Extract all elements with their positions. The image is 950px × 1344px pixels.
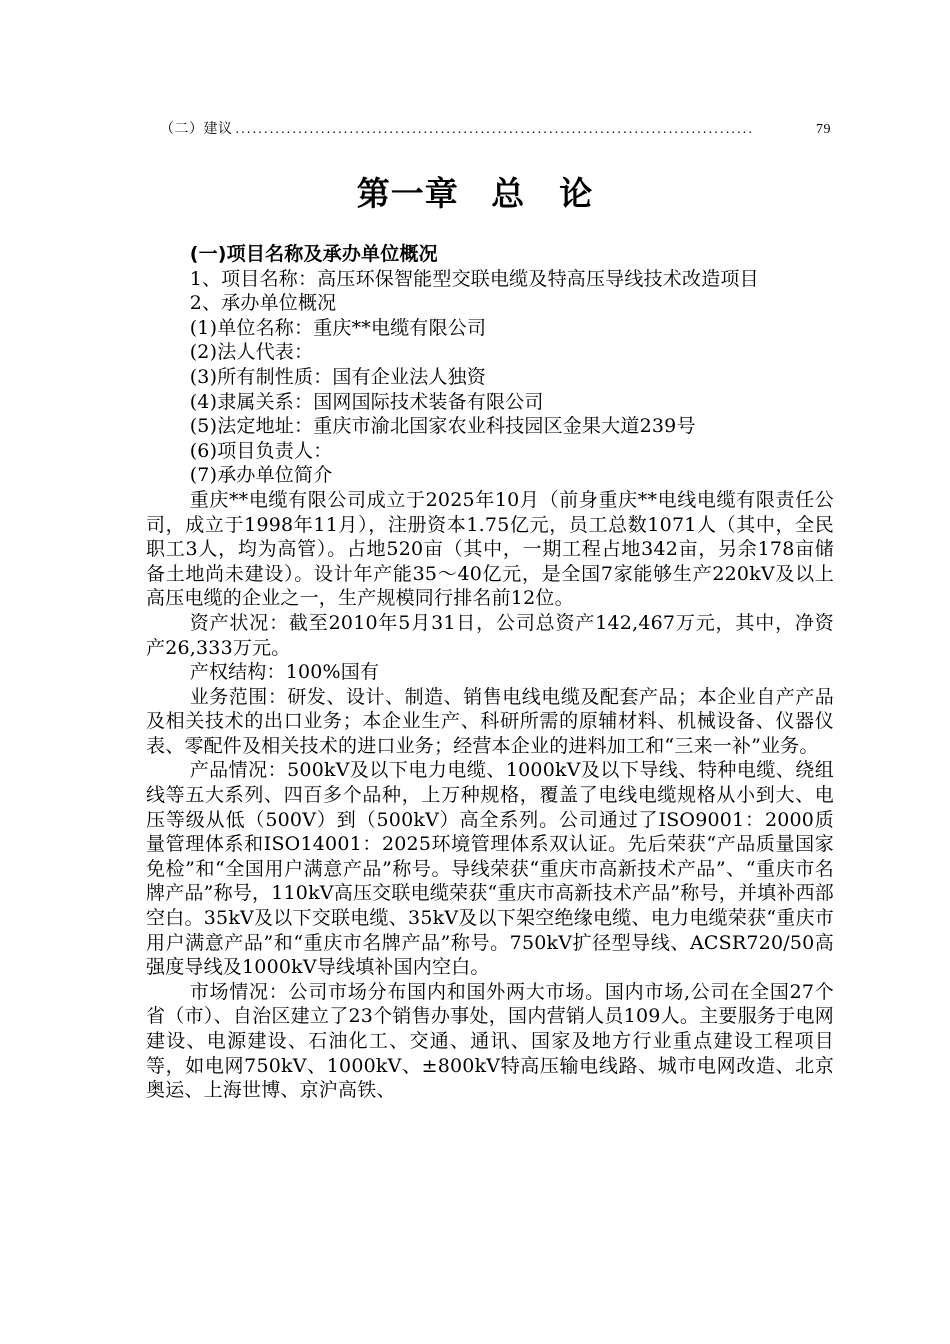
paragraph-market: 市场情况：公司市场分布国内和国外两大市场。国内市场,公司在全国27个省（市）、自治区建立了23个销售办事处，国内营销人员109人。主要服务于电网建设、电源建设、石油化工、交通、通讯、国家及地方行业重点建设工程项目等，如电网750kV、1000kV、±800kV特高压输电线路、城市电网改造、北京奥运、上海世博、京沪高铁、 bbox=[146, 980, 834, 1102]
paragraph-ownership-structure: 产权结构：100%国有 bbox=[189, 661, 380, 684]
field-ownership: (3)所有制性质：国有企业法人独资 bbox=[189, 365, 487, 388]
paragraph-company-overview: 重庆**电缆有限公司成立于2025年10月（前身重庆**电线电缆有限责任公司，成立于1998年11月），注册资本1.75亿元，员工总数1071人（其中，全民职工3人，均为高管）。占地520亩（其中，一期工程占地342亩，另余178亩储备土地尚未建设）。设计年产能35～40亿元，是全国7家能够生产220kV及以上高压电缆的企业之一，生产规模同行排名前12位。 bbox=[146, 488, 834, 610]
toc-label: （二）建议 bbox=[160, 122, 233, 137]
chapter-number: 第一章 bbox=[356, 174, 459, 213]
field-company-intro: (7)承办单位简介 bbox=[189, 464, 333, 487]
chapter-name: 总 论 bbox=[491, 174, 594, 213]
field-project-leader: (6)项目负责人： bbox=[189, 439, 333, 462]
toc-page-number: 79 bbox=[816, 122, 831, 137]
field-unit-name: (1)单位名称：重庆**电缆有限公司 bbox=[189, 316, 487, 339]
document-body bbox=[146, 242, 834, 1103]
project-name-item: 1、项目名称：高压环保智能型交联电缆及特高压导线技术改造项目 bbox=[189, 267, 759, 290]
field-legal-representative: (2)法人代表： bbox=[189, 341, 314, 364]
chapter-title bbox=[0, 172, 950, 216]
paragraph-assets: 资产状况：截至2010年5月31日，公司总资产142,467万元，其中，净资产26,333万元。 bbox=[146, 611, 834, 659]
paragraph-products: 产品情况：500kV及以下电力电缆、1000kV及以下导线、特种电缆、绕组线等五大系列、四百多个品种，上万种规格，覆盖了电线电缆规格从小到大、电压等级从低（500V）到（500kV）高全系列。公司通过了ISO9001：2000质量管理体系和ISO14001：2025环境管理体系双认证。先后荣获“产品质量国家免检”和“全国用户满意产品”称号。导线荣获“重庆市高新技术产品”、“重庆市名牌产品”称号，110kV高压交联电缆荣获“重庆市高新技术产品”称号，并填补西部空白。35kV及以下交联电缆、35kV及以下架空绝缘电缆、电力电缆荣获“重庆市用户满意产品”和“重庆市名牌产品”称号。750kV扩径型导线、ACSR720/50高强度导线及1000kV导线填补国内空白。 bbox=[146, 759, 834, 979]
toc-entry bbox=[160, 121, 831, 139]
organizer-overview-item: 2、承办单位概况 bbox=[189, 292, 337, 315]
field-legal-address: (5)法定地址：重庆市渝北国家农业科技园区金果大道239号 bbox=[189, 415, 696, 438]
paragraph-business-scope: 业务范围：研发、设计、制造、销售电线电缆及配套产品；本企业自产产品及相关技术的出口业务；本企业生产、科研所需的原辅材料、机械设备、仪器仪表、零配件及相关技术的进口业务；经营本企业的进料加工和“三来一补”业务。 bbox=[146, 685, 834, 757]
field-affiliation: (4)隶属关系：国网国际技术装备有限公司 bbox=[189, 390, 544, 413]
section-heading: (一)项目名称及承办单位概况 bbox=[189, 243, 438, 265]
toc-leader-dots: ........................................................................................... bbox=[235, 122, 755, 137]
